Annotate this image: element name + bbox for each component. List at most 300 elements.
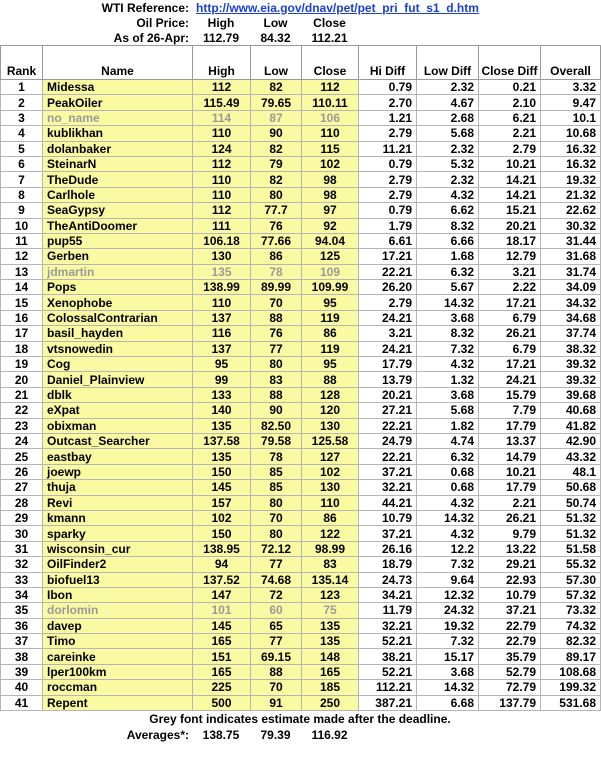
- table-row: [1, 203, 601, 218]
- hi-diff-cell: 2.70: [359, 95, 417, 110]
- close-cell: 122: [302, 526, 359, 541]
- name-cell: SeaGypsy: [43, 203, 193, 218]
- low-cell: 80: [251, 495, 302, 510]
- close-diff-cell: 6.79: [479, 310, 541, 325]
- low-cell: 80: [251, 357, 302, 372]
- hi-diff-cell: 32.21: [359, 480, 417, 495]
- name-cell: obixman: [43, 418, 193, 433]
- table-row: [1, 649, 601, 664]
- table-row: [1, 249, 601, 264]
- asof-close: 112.21: [311, 30, 348, 45]
- close-diff-cell: 14.21: [479, 172, 541, 187]
- table-row: [1, 572, 601, 587]
- name-cell: Carlhole: [43, 187, 193, 202]
- high-cell: 102: [193, 510, 251, 525]
- close-diff-cell: 13.22: [479, 541, 541, 556]
- overall-cell: 21.32: [541, 187, 601, 202]
- overall-cell: 37.74: [541, 326, 601, 341]
- asof-label: As of 26-Apr:: [113, 30, 189, 45]
- high-cell: 150: [193, 526, 251, 541]
- overall-cell: 199.32: [541, 680, 601, 695]
- reference-link[interactable]: http://www.eia.gov/dnav/pet/pet_pri_fut_s1_d.htm: [196, 0, 479, 15]
- high-cell: 165: [193, 664, 251, 679]
- overall-cell: 108.68: [541, 664, 601, 679]
- close-cell: 130: [302, 418, 359, 433]
- low-cell: 70: [251, 510, 302, 525]
- close-cell: 102: [302, 156, 359, 171]
- overall-cell: 43.32: [541, 449, 601, 464]
- table-row: [1, 695, 601, 710]
- overall-cell: 82.32: [541, 634, 601, 649]
- hi-diff-cell: 37.21: [359, 464, 417, 479]
- rank-cell: 9: [1, 203, 43, 218]
- overall-cell: 89.17: [541, 649, 601, 664]
- name-cell: Ibon: [43, 587, 193, 602]
- name-cell: Revi: [43, 495, 193, 510]
- close-diff-cell: 10.21: [479, 464, 541, 479]
- hi-diff-cell: 17.79: [359, 357, 417, 372]
- hi-diff-cell: 2.79: [359, 295, 417, 310]
- rank-cell: 18: [1, 341, 43, 356]
- oil-price-low-header: Low: [263, 15, 288, 30]
- high-cell: 114: [193, 110, 251, 125]
- low-cell: 79: [251, 156, 302, 171]
- low-diff-cell: 5.32: [417, 156, 479, 171]
- asof-high: 112.79: [202, 30, 240, 45]
- rank-cell: 36: [1, 618, 43, 633]
- close-cell: 95: [302, 295, 359, 310]
- low-cell: 69.15: [251, 649, 302, 664]
- overall-cell: 42.90: [541, 433, 601, 448]
- low-diff-cell: 14.32: [417, 510, 479, 525]
- oil-price-label: Oil Price:: [136, 15, 189, 30]
- footer-table: [0, 711, 600, 743]
- rank-cell: 4: [1, 126, 43, 141]
- table-row: [1, 187, 601, 202]
- low-diff-cell: 2.32: [417, 80, 479, 95]
- rank-cell: 16: [1, 310, 43, 325]
- rank-cell: 37: [1, 634, 43, 649]
- name-cell: dblk: [43, 387, 193, 402]
- low-cell: 89.99: [251, 280, 302, 295]
- name-cell: Midessa: [43, 80, 193, 95]
- table-row: [1, 280, 601, 295]
- close-diff-cell: 10.21: [479, 156, 541, 171]
- low-diff-cell: 12.32: [417, 587, 479, 602]
- table-row: [1, 433, 601, 448]
- close-cell: 94.04: [302, 233, 359, 248]
- overall-cell: 40.68: [541, 403, 601, 418]
- table-row: [1, 357, 601, 372]
- hi-diff-cell: 112.21: [359, 680, 417, 695]
- high-cell: 94: [193, 557, 251, 572]
- rank-cell: 35: [1, 603, 43, 618]
- low-diff-cell: 14.32: [417, 295, 479, 310]
- rank-cell: 34: [1, 587, 43, 602]
- close-cell: 115: [302, 141, 359, 156]
- low-cell: 90: [251, 126, 302, 141]
- overall-cell: 51.58: [541, 541, 601, 556]
- close-diff-cell: 6.79: [479, 341, 541, 356]
- close-diff-cell: 10.79: [479, 587, 541, 602]
- close-diff-cell: 17.79: [479, 480, 541, 495]
- name-cell: dorlomin: [43, 603, 193, 618]
- overall-cell: 50.68: [541, 480, 601, 495]
- low-diff-cell: 24.32: [417, 603, 479, 618]
- table-row: [1, 372, 601, 387]
- table-row: [1, 510, 601, 525]
- low-diff-cell: 4.32: [417, 495, 479, 510]
- hi-diff-cell: 22.21: [359, 449, 417, 464]
- hi-diff-cell: 22.21: [359, 264, 417, 279]
- name-cell: lper100km: [43, 664, 193, 679]
- high-cell: 500: [193, 695, 251, 710]
- name-cell: Repent: [43, 695, 193, 710]
- low-diff-cell: 9.64: [417, 572, 479, 587]
- low-cell: 76: [251, 218, 302, 233]
- table-row: [1, 233, 601, 248]
- rank-cell: 3: [1, 110, 43, 125]
- close-cell: 110: [302, 495, 359, 510]
- footnote: Grey font indicates estimate made after the deadline.: [149, 712, 451, 727]
- low-diff-cell: 0.68: [417, 464, 479, 479]
- rank-cell: 26: [1, 464, 43, 479]
- high-cell: 135: [193, 264, 251, 279]
- close-cell: 185: [302, 680, 359, 695]
- close-diff-cell: 2.79: [479, 141, 541, 156]
- hi-diff-cell: 44.21: [359, 495, 417, 510]
- low-cell: 77: [251, 341, 302, 356]
- overall-cell: 48.1: [541, 464, 601, 479]
- high-cell: 225: [193, 680, 251, 695]
- asof-low: 84.32: [260, 30, 291, 45]
- low-cell: 80: [251, 526, 302, 541]
- close-cell: 92: [302, 218, 359, 233]
- average-low: 79.39: [260, 728, 291, 743]
- low-cell: 88: [251, 310, 302, 325]
- name-cell: joewp: [43, 464, 193, 479]
- rank-cell: 23: [1, 418, 43, 433]
- hi-diff-cell: 1.79: [359, 218, 417, 233]
- low-diff-cell: 2.32: [417, 141, 479, 156]
- rankings-body: [1, 80, 601, 711]
- hi-diff-cell: 18.79: [359, 557, 417, 572]
- low-diff-cell: 5.68: [417, 126, 479, 141]
- high-cell: 112: [193, 203, 251, 218]
- rank-cell: 5: [1, 141, 43, 156]
- name-cell: Xenophobe: [43, 295, 193, 310]
- high-cell: 115.49: [193, 95, 251, 110]
- table-row: [1, 634, 601, 649]
- table-row: [1, 110, 601, 125]
- name-cell: ColossalContrarian: [43, 310, 193, 325]
- table-row: [1, 480, 601, 495]
- high-cell: 116: [193, 326, 251, 341]
- close-cell: 98: [302, 172, 359, 187]
- low-diff-cell: 2.68: [417, 110, 479, 125]
- rank-cell: 8: [1, 187, 43, 202]
- col-header-close: Close: [302, 46, 359, 80]
- col-header-high: High: [193, 46, 251, 80]
- name-cell: biofuel13: [43, 572, 193, 587]
- name-cell: careinke: [43, 649, 193, 664]
- hi-diff-cell: 26.16: [359, 541, 417, 556]
- close-cell: 98.99: [302, 541, 359, 556]
- close-diff-cell: 29.21: [479, 557, 541, 572]
- name-cell: jdmartin: [43, 264, 193, 279]
- name-cell: roccman: [43, 680, 193, 695]
- close-cell: 119: [302, 310, 359, 325]
- name-cell: eXpat: [43, 403, 193, 418]
- name-cell: thuja: [43, 480, 193, 495]
- name-cell: Daniel_Plainview: [43, 372, 193, 387]
- overall-cell: 16.32: [541, 156, 601, 171]
- close-diff-cell: 24.21: [479, 372, 541, 387]
- hi-diff-cell: 38.21: [359, 649, 417, 664]
- hi-diff-cell: 22.21: [359, 418, 417, 433]
- close-diff-cell: 6.21: [479, 110, 541, 125]
- table-row: [1, 449, 601, 464]
- low-cell: 85: [251, 480, 302, 495]
- low-diff-cell: 6.32: [417, 264, 479, 279]
- low-cell: 88: [251, 664, 302, 679]
- rank-cell: 7: [1, 172, 43, 187]
- rank-cell: 32: [1, 557, 43, 572]
- averages-row: [0, 727, 600, 743]
- close-diff-cell: 15.21: [479, 203, 541, 218]
- close-cell: 125.58: [302, 433, 359, 448]
- high-cell: 112: [193, 156, 251, 171]
- low-diff-cell: 4.74: [417, 433, 479, 448]
- rank-cell: 20: [1, 372, 43, 387]
- close-diff-cell: 2.21: [479, 126, 541, 141]
- table-row: [1, 218, 601, 233]
- col-header-low: Low: [251, 46, 302, 80]
- hi-diff-cell: 26.20: [359, 280, 417, 295]
- hi-diff-cell: 32.21: [359, 618, 417, 633]
- close-cell: 130: [302, 480, 359, 495]
- hi-diff-cell: 24.21: [359, 341, 417, 356]
- close-diff-cell: 2.22: [479, 280, 541, 295]
- name-cell: SteinarN: [43, 156, 193, 171]
- name-cell: vtsnowedin: [43, 341, 193, 356]
- overall-cell: 31.74: [541, 264, 601, 279]
- close-diff-cell: 35.79: [479, 649, 541, 664]
- table-row: [1, 95, 601, 110]
- table-row: [1, 587, 601, 602]
- rank-cell: 28: [1, 495, 43, 510]
- name-cell: Outcast_Searcher: [43, 433, 193, 448]
- name-cell: PeakOiler: [43, 95, 193, 110]
- hi-diff-cell: 24.79: [359, 433, 417, 448]
- low-diff-cell: 3.68: [417, 664, 479, 679]
- hi-diff-cell: 0.79: [359, 156, 417, 171]
- close-cell: 75: [302, 603, 359, 618]
- high-cell: 137.52: [193, 572, 251, 587]
- high-cell: 151: [193, 649, 251, 664]
- close-diff-cell: 20.21: [479, 218, 541, 233]
- low-cell: 76: [251, 326, 302, 341]
- close-cell: 148: [302, 649, 359, 664]
- col-header-overall: Overall: [541, 46, 601, 80]
- close-diff-cell: 37.21: [479, 603, 541, 618]
- table-row: [1, 618, 601, 633]
- low-cell: 77: [251, 634, 302, 649]
- close-cell: 95: [302, 357, 359, 372]
- hi-diff-cell: 24.21: [359, 310, 417, 325]
- rank-cell: 27: [1, 480, 43, 495]
- high-cell: 124: [193, 141, 251, 156]
- rank-cell: 22: [1, 403, 43, 418]
- low-diff-cell: 3.68: [417, 310, 479, 325]
- high-cell: 99: [193, 372, 251, 387]
- averages-label: Averages*:: [126, 728, 189, 743]
- high-cell: 150: [193, 464, 251, 479]
- overall-cell: 57.30: [541, 572, 601, 587]
- name-cell: basil_hayden: [43, 326, 193, 341]
- name-cell: Pops: [43, 280, 193, 295]
- high-cell: 110: [193, 295, 251, 310]
- low-cell: 60: [251, 603, 302, 618]
- low-diff-cell: 3.68: [417, 387, 479, 402]
- table-row: [1, 326, 601, 341]
- rank-cell: 12: [1, 249, 43, 264]
- close-cell: 86: [302, 326, 359, 341]
- high-cell: 110: [193, 126, 251, 141]
- low-diff-cell: 5.67: [417, 280, 479, 295]
- name-cell: sparky: [43, 526, 193, 541]
- low-cell: 82: [251, 172, 302, 187]
- name-cell: no_name: [43, 110, 193, 125]
- name-cell: TheDude: [43, 172, 193, 187]
- col-header-close-diff: Close Diff: [479, 46, 541, 80]
- close-cell: 86: [302, 510, 359, 525]
- rank-cell: 31: [1, 541, 43, 556]
- rank-cell: 6: [1, 156, 43, 171]
- close-cell: 83: [302, 557, 359, 572]
- close-cell: 135: [302, 634, 359, 649]
- close-diff-cell: 72.79: [479, 680, 541, 695]
- high-cell: 112: [193, 80, 251, 95]
- table-row: [1, 557, 601, 572]
- low-cell: 77: [251, 557, 302, 572]
- overall-cell: 10.1: [541, 110, 601, 125]
- low-cell: 82.50: [251, 418, 302, 433]
- rank-cell: 19: [1, 357, 43, 372]
- average-high: 138.75: [202, 728, 240, 743]
- low-diff-cell: 5.68: [417, 403, 479, 418]
- high-cell: 111: [193, 218, 251, 233]
- rank-cell: 41: [1, 695, 43, 710]
- close-diff-cell: 17.79: [479, 418, 541, 433]
- overall-cell: 31.44: [541, 233, 601, 248]
- hi-diff-cell: 2.79: [359, 187, 417, 202]
- close-diff-cell: 22.93: [479, 572, 541, 587]
- col-header-name: Name: [43, 46, 193, 80]
- name-cell: TheAntiDoomer: [43, 218, 193, 233]
- hi-diff-cell: 37.21: [359, 526, 417, 541]
- col-header-low-diff: Low Diff: [417, 46, 479, 80]
- close-cell: 123: [302, 587, 359, 602]
- rank-cell: 24: [1, 433, 43, 448]
- overall-cell: 22.62: [541, 203, 601, 218]
- oil-price-row: [0, 15, 600, 30]
- close-cell: 250: [302, 695, 359, 710]
- low-cell: 79.65: [251, 95, 302, 110]
- close-cell: 110: [302, 126, 359, 141]
- rank-cell: 17: [1, 326, 43, 341]
- overall-cell: 74.32: [541, 618, 601, 633]
- high-cell: 95: [193, 357, 251, 372]
- rank-cell: 15: [1, 295, 43, 310]
- overall-cell: 55.32: [541, 557, 601, 572]
- close-cell: 127: [302, 449, 359, 464]
- close-cell: 109: [302, 264, 359, 279]
- low-diff-cell: 6.32: [417, 449, 479, 464]
- high-cell: 101: [193, 603, 251, 618]
- hi-diff-cell: 1.21: [359, 110, 417, 125]
- high-cell: 137: [193, 310, 251, 325]
- high-cell: 135: [193, 418, 251, 433]
- low-cell: 74.68: [251, 572, 302, 587]
- low-diff-cell: 1.82: [417, 418, 479, 433]
- low-cell: 87: [251, 110, 302, 125]
- low-diff-cell: 19.32: [417, 618, 479, 633]
- name-cell: pup55: [43, 233, 193, 248]
- close-cell: 88: [302, 372, 359, 387]
- overall-cell: 531.68: [541, 695, 601, 710]
- low-diff-cell: 7.32: [417, 634, 479, 649]
- overall-cell: 9.47: [541, 95, 601, 110]
- name-cell: Gerben: [43, 249, 193, 264]
- low-cell: 86: [251, 249, 302, 264]
- table-row: [1, 541, 601, 556]
- hi-diff-cell: 13.79: [359, 372, 417, 387]
- close-diff-cell: 52.79: [479, 664, 541, 679]
- rank-cell: 1: [1, 80, 43, 95]
- low-cell: 78: [251, 264, 302, 279]
- close-cell: 135.14: [302, 572, 359, 587]
- overall-cell: 51.32: [541, 526, 601, 541]
- low-cell: 72.12: [251, 541, 302, 556]
- oil-price-high-header: High: [207, 15, 235, 30]
- table-row: [1, 526, 601, 541]
- low-cell: 82: [251, 141, 302, 156]
- high-cell: 135: [193, 449, 251, 464]
- name-cell: OilFinder2: [43, 557, 193, 572]
- overall-cell: 34.68: [541, 310, 601, 325]
- close-diff-cell: 0.21: [479, 80, 541, 95]
- hi-diff-cell: 24.73: [359, 572, 417, 587]
- high-cell: 133: [193, 387, 251, 402]
- overall-cell: 38.32: [541, 341, 601, 356]
- close-cell: 110.11: [302, 95, 359, 110]
- low-diff-cell: 7.32: [417, 341, 479, 356]
- low-diff-cell: 1.32: [417, 372, 479, 387]
- low-diff-cell: 14.32: [417, 680, 479, 695]
- high-cell: 145: [193, 618, 251, 633]
- close-diff-cell: 26.21: [479, 326, 541, 341]
- table-row: [1, 172, 601, 187]
- rank-cell: 38: [1, 649, 43, 664]
- low-diff-cell: 8.32: [417, 326, 479, 341]
- name-cell: dolanbaker: [43, 141, 193, 156]
- overall-cell: 39.68: [541, 387, 601, 402]
- close-diff-cell: 14.79: [479, 449, 541, 464]
- close-diff-cell: 15.79: [479, 387, 541, 402]
- low-diff-cell: 6.68: [417, 695, 479, 710]
- close-diff-cell: 2.21: [479, 495, 541, 510]
